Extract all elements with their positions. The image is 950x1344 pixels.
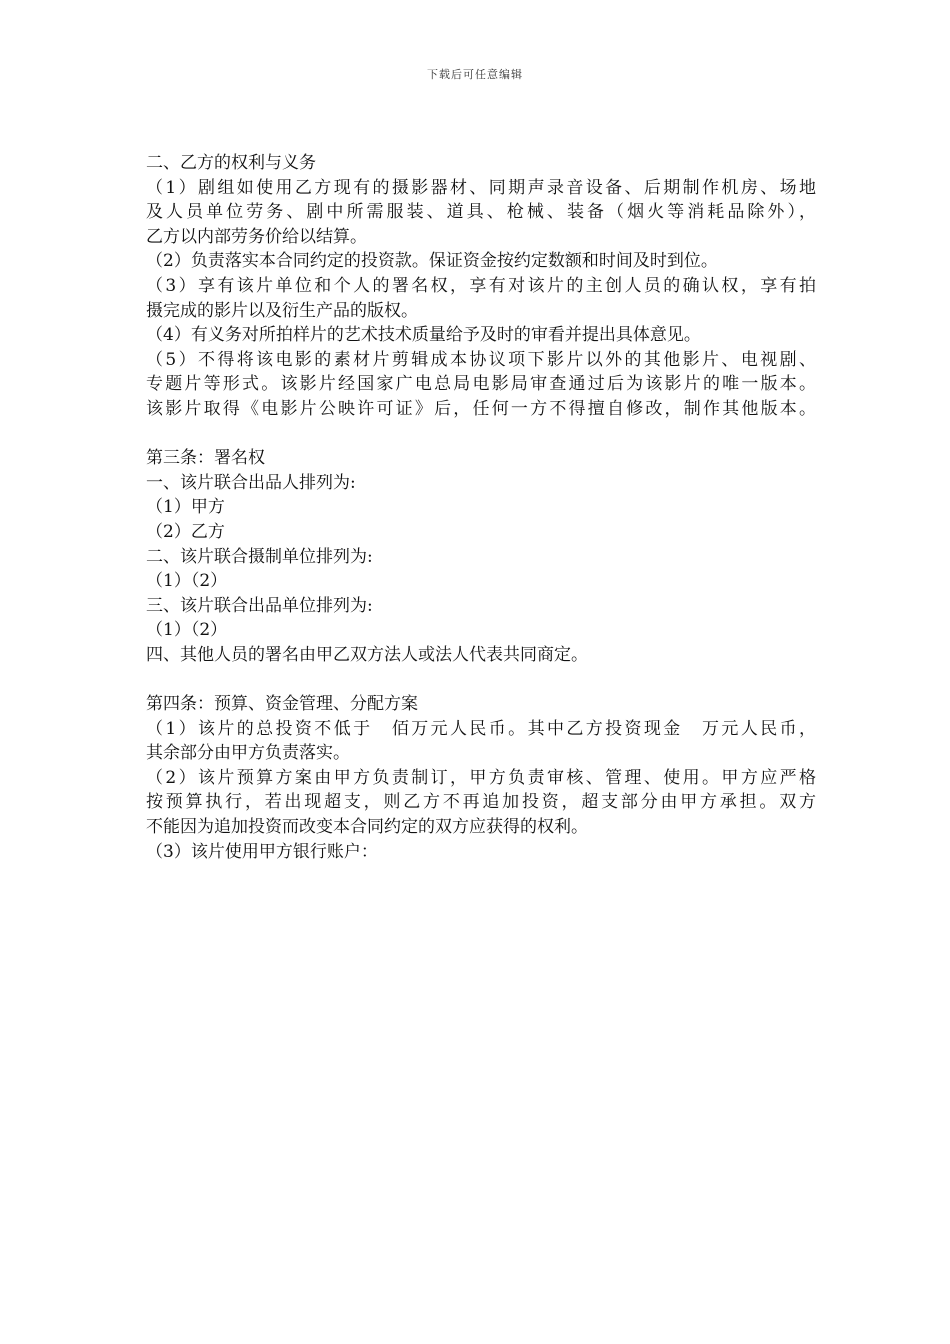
- paragraph-line: （5）不得将该电影的素材片剪辑成本协议项下影片以外的其他影片、电视剧、: [146, 349, 816, 370]
- page-header: 下载后可任意编辑: [427, 68, 523, 81]
- paragraph-line: （1）（2）: [146, 620, 228, 641]
- paragraph-line: （3）享有该片单位和个人的署名权，享有对该片的主创人员的确认权，享有拍: [146, 275, 816, 296]
- section-title: 第四条：预算、资金管理、分配方案: [146, 694, 418, 715]
- paragraph-line: （2）该片预算方案由甲方负责制订，甲方负责审核、管理、使用。甲方应严格: [146, 767, 816, 788]
- paragraph-line: 三、该片联合出品单位排列为:: [146, 595, 373, 616]
- paragraph-spacer: [146, 422, 816, 447]
- paragraph-line: （1）甲方: [146, 497, 225, 518]
- paragraph-line: 乙方以内部劳务价给以结算。: [146, 226, 367, 247]
- section-title: 二、乙方的权利与义务: [146, 153, 316, 173]
- paragraph-line: 该影片取得《电影片公映许可证》后，任何一方不得擅自修改，制作其他版本。: [146, 398, 816, 419]
- paragraph-line: （1）（2）: [146, 571, 228, 592]
- section-article-3: [146, 446, 816, 667]
- paragraph-line: （4）有义务对所拍样片的艺术技术质量给予及时的审看并提出具体意见。: [146, 325, 701, 346]
- section-party-b: [146, 151, 816, 422]
- paragraph-line: 及人员单位劳务、剧中所需服装、道具、枪械、装备（烟火等消耗品除外），: [146, 202, 816, 223]
- paragraph-line: （3）该片使用甲方银行账户：: [146, 841, 378, 862]
- section-article-4: [146, 692, 816, 864]
- paragraph-line: 四、其他人员的署名由甲乙双方法人或法人代表共同商定。: [146, 644, 588, 665]
- paragraph-line: （1）剧组如使用乙方现有的摄影器材、同期声录音设备、后期制作机房、场地: [146, 177, 816, 198]
- paragraph-line: 二、该片联合摄制单位排列为:: [146, 546, 373, 567]
- paragraph-line: （1）该片的总投资不低于 佰万元人民币。其中乙方投资现金 万元人民币，: [146, 718, 816, 739]
- paragraph-line: 摄完成的影片以及衍生产品的版权。: [146, 300, 418, 321]
- paragraph-line: 专题片等形式。该影片经国家广电总局电影局审查通过后为该影片的唯一版本。: [146, 374, 816, 395]
- paragraph-line: （2）负责落实本合同约定的投资款。保证资金按约定数额和时间及时到位。: [146, 251, 718, 272]
- paragraph-line: 其余部分由甲方负责落实。: [146, 743, 350, 764]
- paragraph-spacer: [146, 667, 816, 692]
- paragraph-line: 不能因为追加投资而改变本合同约定的双方应获得的权利。: [146, 817, 588, 838]
- section-title: 第三条：署名权: [146, 448, 265, 469]
- paragraph-line: 按预算执行，若出现超支，则乙方不再追加投资，超支部分由甲方承担。双方: [146, 792, 816, 813]
- document-body: [146, 151, 816, 864]
- paragraph-line: （2）乙方: [146, 521, 225, 542]
- paragraph-line: 一、该片联合出品人排列为:: [146, 472, 356, 493]
